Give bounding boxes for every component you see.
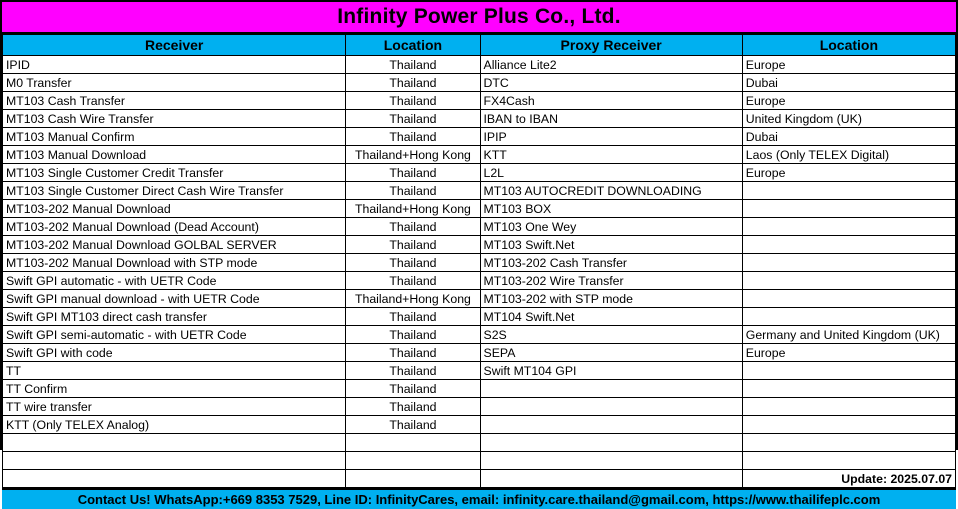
table-row xyxy=(3,128,956,146)
table-cell-r22-c0[interactable] xyxy=(3,452,346,470)
table-cell-r1-c1[interactable]: Thailand xyxy=(346,74,480,92)
table-cell-r22-c1[interactable] xyxy=(346,452,480,470)
table-cell-r17-c3[interactable] xyxy=(742,362,955,380)
table-cell-r21-c0[interactable] xyxy=(3,434,346,452)
table-row xyxy=(3,434,956,452)
table-cell-r13-c3[interactable] xyxy=(742,290,955,308)
table-cell-r21-c2[interactable] xyxy=(480,434,742,452)
table-cell-r21-c3[interactable] xyxy=(742,434,955,452)
table-cell-r1-c3[interactable]: Dubai xyxy=(742,74,955,92)
table-cell-r2-c3[interactable]: Europe xyxy=(742,92,955,110)
table-cell-r15-c3[interactable]: Germany and United Kingdom (UK) xyxy=(742,326,955,344)
table-cell-r5-c3[interactable]: Laos (Only TELEX Digital) xyxy=(742,146,955,164)
table-cell-r11-c0[interactable]: MT103-202 Manual Download with STP mode xyxy=(3,254,346,272)
table-row xyxy=(3,200,956,218)
table-cell-r11-c3[interactable] xyxy=(742,254,955,272)
table-cell-r14-c1[interactable]: Thailand xyxy=(346,308,480,326)
table-cell-r15-c2[interactable]: S2S xyxy=(480,326,742,344)
table-cell-r19-c0[interactable]: TT wire transfer xyxy=(3,398,346,416)
table-cell-r4-c3[interactable]: Dubai xyxy=(742,128,955,146)
table-cell-r5-c0[interactable]: MT103 Manual Download xyxy=(3,146,346,164)
table-row xyxy=(3,398,956,416)
table-cell-r23-c2[interactable] xyxy=(480,470,742,488)
table-cell-r20-c2[interactable] xyxy=(480,416,742,434)
services-table xyxy=(2,34,956,488)
table-row xyxy=(3,110,956,128)
table-cell-r3-c3[interactable]: United Kingdom (UK) xyxy=(742,110,955,128)
column-header-location-2[interactable]: Location xyxy=(742,35,955,56)
table-cell-r0-c2[interactable]: Alliance Lite2 xyxy=(480,56,742,74)
table-cell-r14-c0[interactable]: Swift GPI MT103 direct cash transfer xyxy=(3,308,346,326)
table-cell-r5-c1[interactable]: Thailand+Hong Kong xyxy=(346,146,480,164)
table-cell-r6-c2[interactable]: L2L xyxy=(480,164,742,182)
table-cell-r5-c2[interactable]: KTT xyxy=(480,146,742,164)
table-cell-r3-c0[interactable]: MT103 Cash Wire Transfer xyxy=(3,110,346,128)
table-row xyxy=(3,416,956,434)
table-cell-r0-c0[interactable]: IPID xyxy=(3,56,346,74)
table-row xyxy=(3,308,956,326)
table-cell-r9-c0[interactable]: MT103-202 Manual Download (Dead Account) xyxy=(3,218,346,236)
table-cell-r4-c1[interactable]: Thailand xyxy=(346,128,480,146)
table-row xyxy=(3,164,956,182)
table-cell-r20-c0[interactable]: KTT (Only TELEX Analog) xyxy=(3,416,346,434)
table-row xyxy=(3,218,956,236)
table-row xyxy=(3,470,956,488)
table-cell-r8-c0[interactable]: MT103-202 Manual Download xyxy=(3,200,346,218)
table-cell-r10-c0[interactable]: MT103-202 Manual Download GOLBAL SERVER xyxy=(3,236,346,254)
table-cell-r15-c0[interactable]: Swift GPI semi-automatic - with UETR Code xyxy=(3,326,346,344)
table-cell-r19-c1[interactable]: Thailand xyxy=(346,398,480,416)
table-row xyxy=(3,146,956,164)
table-cell-r18-c2[interactable] xyxy=(480,380,742,398)
table-cell-r20-c3[interactable] xyxy=(742,416,955,434)
table-row xyxy=(3,92,956,110)
table-cell-r1-c2[interactable]: DTC xyxy=(480,74,742,92)
table-cell-r8-c3[interactable] xyxy=(742,200,955,218)
table-cell-r17-c1[interactable]: Thailand xyxy=(346,362,480,380)
table-row xyxy=(3,380,956,398)
table-header-row xyxy=(3,35,956,56)
table-cell-r4-c0[interactable]: MT103 Manual Confirm xyxy=(3,128,346,146)
table-cell-r11-c2[interactable]: MT103-202 Cash Transfer xyxy=(480,254,742,272)
table-cell-r16-c1[interactable]: Thailand xyxy=(346,344,480,362)
table-row xyxy=(3,254,956,272)
table-cell-r6-c1[interactable]: Thailand xyxy=(346,164,480,182)
table-cell-r21-c1[interactable] xyxy=(346,434,480,452)
table-row xyxy=(3,362,956,380)
table-row xyxy=(3,326,956,344)
table-cell-r14-c2[interactable]: MT104 Swift.Net xyxy=(480,308,742,326)
table-cell-r12-c1[interactable]: Thailand xyxy=(346,272,480,290)
table-row xyxy=(3,74,956,92)
column-header-proxy-receiver[interactable]: Proxy Receiver xyxy=(480,35,742,56)
table-cell-r20-c1[interactable]: Thailand xyxy=(346,416,480,434)
table-cell-r18-c0[interactable]: TT Confirm xyxy=(3,380,346,398)
table-cell-r2-c0[interactable]: MT103 Cash Transfer xyxy=(3,92,346,110)
table-cell-r9-c3[interactable] xyxy=(742,218,955,236)
table-cell-r15-c1[interactable]: Thailand xyxy=(346,326,480,344)
table-cell-r11-c1[interactable]: Thailand xyxy=(346,254,480,272)
table-cell-r8-c2[interactable]: MT103 BOX xyxy=(480,200,742,218)
contact-footer: Contact Us! WhatsApp:+669 8353 7529, Line ID: InfinityCares, email: infinity.care.thailand@gmail.com, https://www.thailifeplc.com xyxy=(2,488,956,509)
table-cell-r22-c2[interactable] xyxy=(480,452,742,470)
table-cell-r19-c3[interactable] xyxy=(742,398,955,416)
table-cell-r18-c1[interactable]: Thailand xyxy=(346,380,480,398)
table-cell-r22-c3[interactable] xyxy=(742,452,955,470)
table-cell-r2-c2[interactable]: FX4Cash xyxy=(480,92,742,110)
table-cell-r13-c2[interactable]: MT103-202 with STP mode xyxy=(480,290,742,308)
table-cell-r7-c3[interactable] xyxy=(742,182,955,200)
table-cell-r3-c1[interactable]: Thailand xyxy=(346,110,480,128)
table-cell-r12-c3[interactable] xyxy=(742,272,955,290)
table-cell-r6-c0[interactable]: MT103 Single Customer Credit Transfer xyxy=(3,164,346,182)
table-body xyxy=(3,56,956,488)
table-cell-r4-c2[interactable]: IPIP xyxy=(480,128,742,146)
table-row xyxy=(3,236,956,254)
table-cell-r13-c0[interactable]: Swift GPI manual download - with UETR Code xyxy=(3,290,346,308)
table-row xyxy=(3,56,956,74)
table-cell-r2-c1[interactable]: Thailand xyxy=(346,92,480,110)
table-cell-r0-c1[interactable]: Thailand xyxy=(346,56,480,74)
table-cell-r19-c2[interactable] xyxy=(480,398,742,416)
table-cell-r16-c0[interactable]: Swift GPI with code xyxy=(3,344,346,362)
column-header-location-1[interactable]: Location xyxy=(346,35,480,56)
table-cell-r14-c3[interactable] xyxy=(742,308,955,326)
table-row xyxy=(3,272,956,290)
table-cell-r7-c1[interactable]: Thailand xyxy=(346,182,480,200)
table-cell-r10-c1[interactable]: Thailand xyxy=(346,236,480,254)
table-cell-r6-c3[interactable]: Europe xyxy=(742,164,955,182)
table-cell-r16-c3[interactable]: Europe xyxy=(742,344,955,362)
table-cell-r17-c2[interactable]: Swift MT104 GPI xyxy=(480,362,742,380)
table-cell-r0-c3[interactable]: Europe xyxy=(742,56,955,74)
table-cell-r17-c0[interactable]: TT xyxy=(3,362,346,380)
table-cell-r12-c2[interactable]: MT103-202 Wire Transfer xyxy=(480,272,742,290)
table-cell-r10-c2[interactable]: MT103 Swift.Net xyxy=(480,236,742,254)
table-row xyxy=(3,182,956,200)
table-cell-r23-c0[interactable] xyxy=(3,470,346,488)
table-cell-r16-c2[interactable]: SEPA xyxy=(480,344,742,362)
table-cell-r8-c1[interactable]: Thailand+Hong Kong xyxy=(346,200,480,218)
table-cell-r7-c0[interactable]: MT103 Single Customer Direct Cash Wire Transfer xyxy=(3,182,346,200)
column-header-receiver[interactable]: Receiver xyxy=(3,35,346,56)
table-cell-r13-c1[interactable]: Thailand+Hong Kong xyxy=(346,290,480,308)
table-cell-r7-c2[interactable]: MT103 AUTOCREDIT DOWNLOADING xyxy=(480,182,742,200)
table-cell-r1-c0[interactable]: M0 Transfer xyxy=(3,74,346,92)
table-cell-r9-c1[interactable]: Thailand xyxy=(346,218,480,236)
table-cell-r3-c2[interactable]: IBAN to IBAN xyxy=(480,110,742,128)
table-row xyxy=(3,344,956,362)
update-date-label: Update: 2025.07.07 xyxy=(742,470,955,488)
table-cell-r18-c3[interactable] xyxy=(742,380,955,398)
table-cell-r12-c0[interactable]: Swift GPI automatic - with UETR Code xyxy=(3,272,346,290)
table-cell-r9-c2[interactable]: MT103 One Wey xyxy=(480,218,742,236)
page-title: Infinity Power Plus Co., Ltd. xyxy=(2,2,956,34)
table-row xyxy=(3,452,956,470)
table-row xyxy=(3,290,956,308)
table-cell-r10-c3[interactable] xyxy=(742,236,955,254)
table-cell-r23-c1[interactable] xyxy=(346,470,480,488)
